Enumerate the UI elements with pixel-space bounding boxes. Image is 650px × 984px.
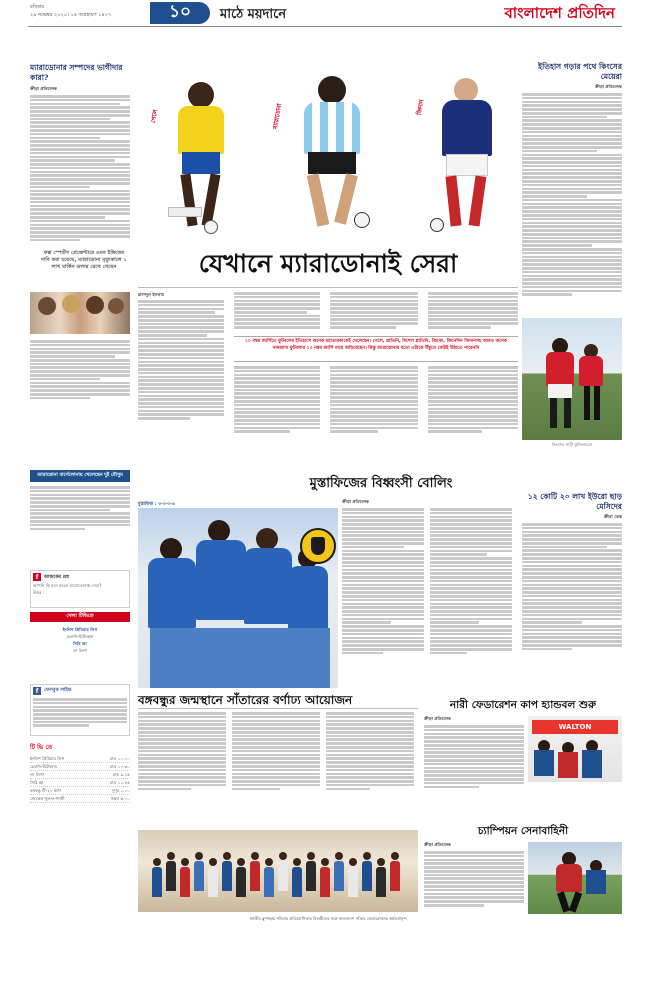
page-number-badge — [150, 2, 210, 24]
kings-caption: কিংসের নারী ফুটবলাররা — [551, 442, 593, 447]
swimming-caption: জাতীয় ক্লুপাড়ায় শনিবার প্রতিযোগিতার বিজয়ীদের সঙ্গে বাংলাদেশ সাঁতার ফেডারেশনের কর্মকর্তাবৃন্দ — [249, 916, 407, 921]
right-top-headline: ইতিহাস গড়ার পথে কিংসের মেয়েরা — [538, 62, 622, 81]
photo-figure — [264, 858, 274, 904]
euro-box — [522, 492, 622, 650]
tv-program-time: রাত ৯.১৫ — [112, 772, 130, 777]
handball-headline: নারী ফেডারেশন কাপ হ্যান্ডবল শুরু — [449, 699, 597, 711]
schedule-item: ইংলিশ প্রিমিয়ার লিগ — [62, 627, 98, 632]
photo-figure — [376, 858, 386, 904]
poll-answer-label: উত্তর : — [33, 590, 45, 596]
main-story-byline: রাশেদুল ইসলাম — [138, 292, 165, 297]
photo-figure — [278, 852, 288, 898]
photo-figure — [306, 852, 316, 898]
photo-figure — [194, 852, 204, 898]
zidane-photo — [408, 62, 518, 240]
section-title: মাঠে ময়দানে — [220, 7, 287, 22]
mustafiz-tag: মুস্তাফিজ : ৩-৩-৩-৪ — [138, 502, 175, 507]
mustafiz-body — [342, 499, 512, 654]
kings-women-photo — [522, 318, 622, 440]
euro-byline: ক্রীড়া ডেস্ক — [603, 514, 622, 519]
tv-title: টি ভি তে — [30, 744, 53, 751]
barcelona-headline: ম্যারাডোনা বার্সেলোনায় খেলেছেন দুই মৌসুম — [37, 473, 123, 478]
facebook-box — [30, 684, 130, 736]
photo-figure — [222, 852, 232, 898]
photo-figure — [208, 858, 218, 904]
tv-program-name: ইংলিশ প্রিমিয়ার লিগ — [30, 756, 65, 761]
schedule-list — [30, 626, 130, 654]
tv-program-name: জেমকন খুলনা-গাজী — [30, 796, 65, 801]
barcelona-box — [30, 470, 130, 482]
left-story-body — [30, 95, 130, 241]
photo-figure — [250, 852, 260, 898]
tv-program-time: সন্ধ্যা ৬.০০ — [110, 796, 130, 801]
main-headline: যেখানে ম্যারাডোনাই সেরা — [198, 248, 458, 278]
main-headline-band — [138, 244, 518, 286]
army-byline: ক্রীড়া প্রতিবেদক — [424, 842, 451, 847]
tv-row — [30, 763, 130, 771]
tv-row — [30, 795, 130, 803]
tv-program-time: দুপুর ১.০০ — [111, 788, 130, 793]
schedule-item: সিরি আ — [73, 641, 87, 646]
army-headline: চ্যাম্পিয়ন সেনাবাহিনী — [477, 825, 569, 837]
tv-row — [30, 755, 130, 763]
right-top-story — [522, 62, 622, 296]
army-body — [424, 842, 524, 907]
masthead-day: রবিবার — [30, 4, 44, 10]
facebook-live-icon: f — [33, 687, 41, 695]
left-story-headline: ম্যারাডোনার সম্পদের ভাগীদার কারা? — [30, 63, 123, 82]
euro-headline: ১২ কোটি ২০ লাখ ইউরো ছাড় মেসিদের — [527, 492, 622, 511]
main-story-body — [138, 292, 518, 462]
masthead — [0, 0, 650, 28]
masthead-date: ২৯ নভেম্বর ২০২০। ১৪ অগ্রহায়ণ ১৪২৭ — [30, 12, 112, 18]
swimming-body — [138, 712, 418, 790]
poll-question: আপনি কি মনে করেন ম্যারাডোনাই সেরা? — [33, 583, 102, 588]
army-photo — [528, 842, 622, 914]
photo-figure — [320, 858, 330, 904]
tv-row — [30, 771, 130, 779]
maradona-photo — [262, 62, 404, 240]
tv-program-name: সিরি আ — [30, 780, 44, 785]
brand-logo: বাংলাদেশ প্রতিদিন — [504, 3, 615, 22]
photo-figure — [362, 852, 372, 898]
poll-title: আজকের প্রশ্ন — [44, 575, 69, 580]
zidane-label: জিদান — [415, 99, 426, 116]
left-story-body-2 — [30, 340, 130, 399]
photo-figure — [180, 858, 190, 904]
poll-box — [30, 570, 130, 608]
maradona-label: ম্যারাডোনা — [271, 102, 284, 130]
main-pullquote: ১০ নম্বর জার্সিতে ফুটবলের ইতিহাসে অনেক মহাতারকাকেই খেলেছেন। পেলে, প্লাতিনি, মিশেল প্লাতিনি, জিকো, জিনেদিন জিদানসহ আরও অনেক নামজাদা ফুটবলার ১০ নম্বর জার্সি গায়ে জড়িয়েছেন। কিন্তু ম্যারাডোনার মতো এটাকে উঁচুতে কেউই উঠাতে পারেননি — [234, 336, 518, 362]
schedule-item: চেলসি-টটেনহাম — [66, 634, 94, 639]
left-story — [30, 63, 130, 241]
handball-byline: ক্রীড়া প্রতিবেদক — [424, 716, 451, 721]
mustafiz-byline: ক্রীড়া প্রতিবেদক — [342, 499, 369, 504]
tv-program-time: রাত ১০.০০ — [109, 756, 130, 761]
tv-row — [30, 787, 130, 795]
photo-figure — [152, 858, 162, 904]
maradona-family-photo — [30, 292, 130, 334]
tv-program-name: লা লিগা — [30, 772, 44, 777]
schedule-banner — [30, 612, 130, 622]
tv-box — [30, 742, 130, 803]
facebook-title: ফেসবুক লাইভ — [44, 688, 72, 693]
schedule-item: লা লিগা — [73, 648, 87, 653]
photo-figure — [334, 852, 344, 898]
walton-banner: WALTON — [532, 720, 618, 734]
left-quote-text: ফক্স স্পোর্টস প্রেজেন্টারে এমন ইঙ্গিতের দাবি করা হয়েছে, ম্যারাডোনা মৃত্যুকালে ১ লাখ মার্কিন ডলার রেখে গেছেন — [41, 250, 127, 270]
left-story-quote — [40, 250, 128, 271]
swimming-photo — [138, 830, 418, 912]
mustafiz-headline: মুস্তাফিজের বিধ্বংসী বোলিং — [309, 476, 453, 491]
page-number: ১০ — [168, 2, 192, 22]
tv-program-time: রাত ১১.৪৫ — [109, 780, 130, 785]
pele-label: পেলে — [149, 109, 160, 124]
facebook-icon: f — [33, 573, 41, 581]
swimming-headline: বঙ্গবন্ধুর জন্মস্থানে সাঁতারের বর্ণাঢ্য আয়োজন — [138, 693, 353, 707]
schedule-title: খেলা টিভিতে — [66, 613, 94, 619]
right-top-byline: ক্রীড়া প্রতিবেদক — [595, 84, 622, 89]
handball-body — [424, 716, 524, 788]
tv-program-time: রাত ১০.৩০ — [109, 764, 130, 769]
handball-photo — [528, 716, 622, 782]
left-story-byline: ক্রীড়া প্রতিবেদক — [30, 86, 57, 91]
barcelona-body — [30, 486, 130, 530]
tv-program-name: বঙ্গবন্ধু টি-২০ কাপ — [30, 788, 61, 793]
tv-row — [30, 779, 130, 787]
photo-figure — [236, 858, 246, 904]
trophy-badge — [300, 528, 336, 564]
photo-figure — [292, 858, 302, 904]
photo-figure — [166, 852, 176, 898]
pele-photo — [138, 62, 258, 240]
photo-figure — [390, 852, 400, 898]
tv-program-name: চেলসি-টটেনহাম — [30, 764, 58, 769]
photo-figure — [348, 858, 358, 904]
